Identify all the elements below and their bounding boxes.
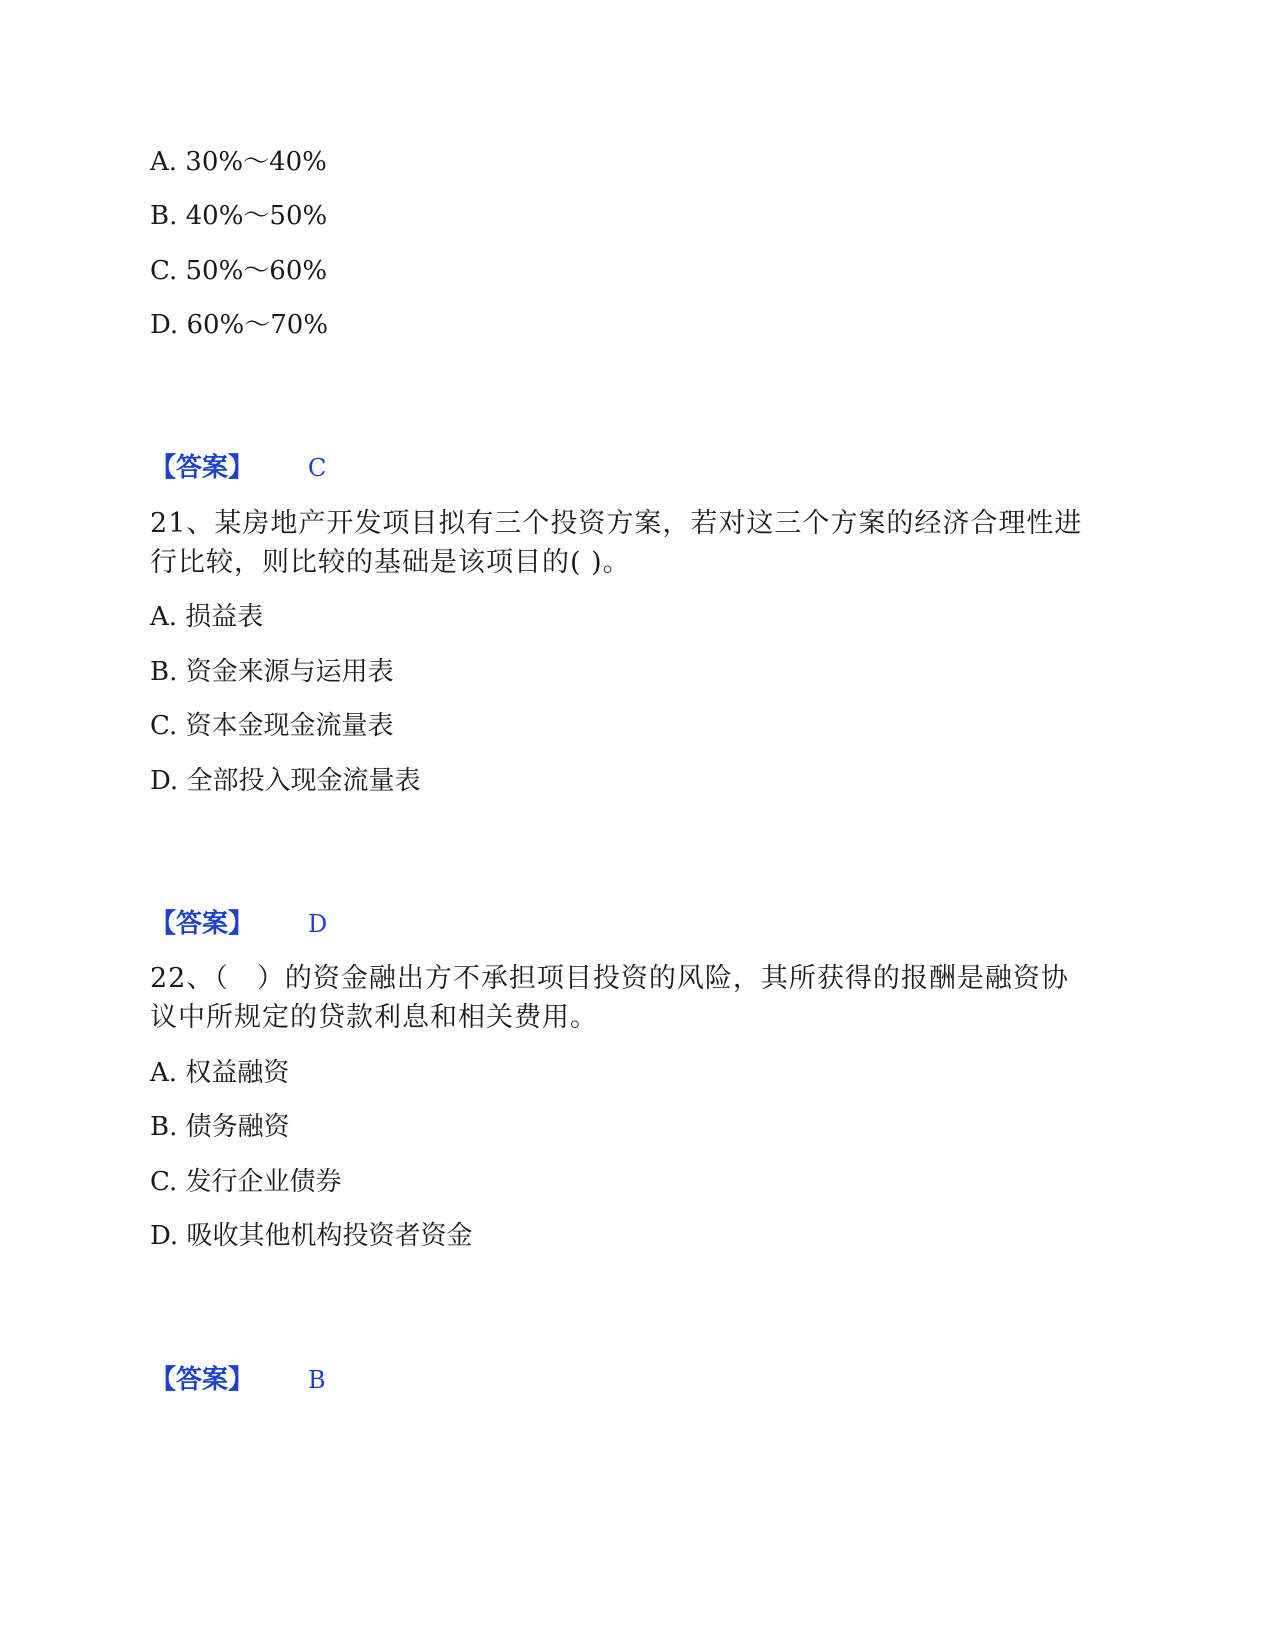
q22-option-d: D. 吸收其他机构投资者资金 xyxy=(150,1221,473,1251)
answer-value: B xyxy=(308,1366,326,1394)
q22-stem-line2: 议中所规定的贷款利息和相关费用。 xyxy=(150,1002,598,1033)
q22-stem-line1: 22、（ ）的资金融出方不承担项目投资的风险，其所获得的报酬是融资协 xyxy=(150,963,1069,994)
prev-option-d: D. 60%～70% xyxy=(150,310,329,340)
q22-option-c: C. 发行企业债券 xyxy=(150,1167,342,1197)
q22-option-b: B. 债务融资 xyxy=(150,1112,290,1142)
q21-option-c: C. 资本金现金流量表 xyxy=(150,711,394,741)
answer-value: C xyxy=(308,454,327,482)
q21-option-d: D. 全部投入现金流量表 xyxy=(150,766,421,796)
answer-label: 【答案】 xyxy=(150,909,255,939)
answer-value: D xyxy=(308,910,328,938)
q22-answer-row xyxy=(150,1363,326,1397)
q22-option-a: A. 权益融资 xyxy=(150,1058,290,1088)
q21-option-a: A. 损益表 xyxy=(150,602,264,632)
prev-option-c: C. 50%～60% xyxy=(150,256,328,286)
q21-option-b: B. 资金来源与运用表 xyxy=(150,657,394,687)
answer-label: 【答案】 xyxy=(150,453,255,483)
prev-option-a: A. 30%～40% xyxy=(150,147,327,177)
q21-answer-row xyxy=(150,907,327,941)
q21-stem-line1: 21、某房地产开发项目拟有三个投资方案，若对这三个方案的经济合理性进 xyxy=(150,508,1083,539)
answer-label: 【答案】 xyxy=(150,1365,255,1395)
prev-option-b: B. 40%～50% xyxy=(150,201,328,231)
q21-stem-line2: 行比较，则比较的基础是该项目的( )。 xyxy=(150,547,631,578)
prev-answer-row xyxy=(150,451,326,485)
